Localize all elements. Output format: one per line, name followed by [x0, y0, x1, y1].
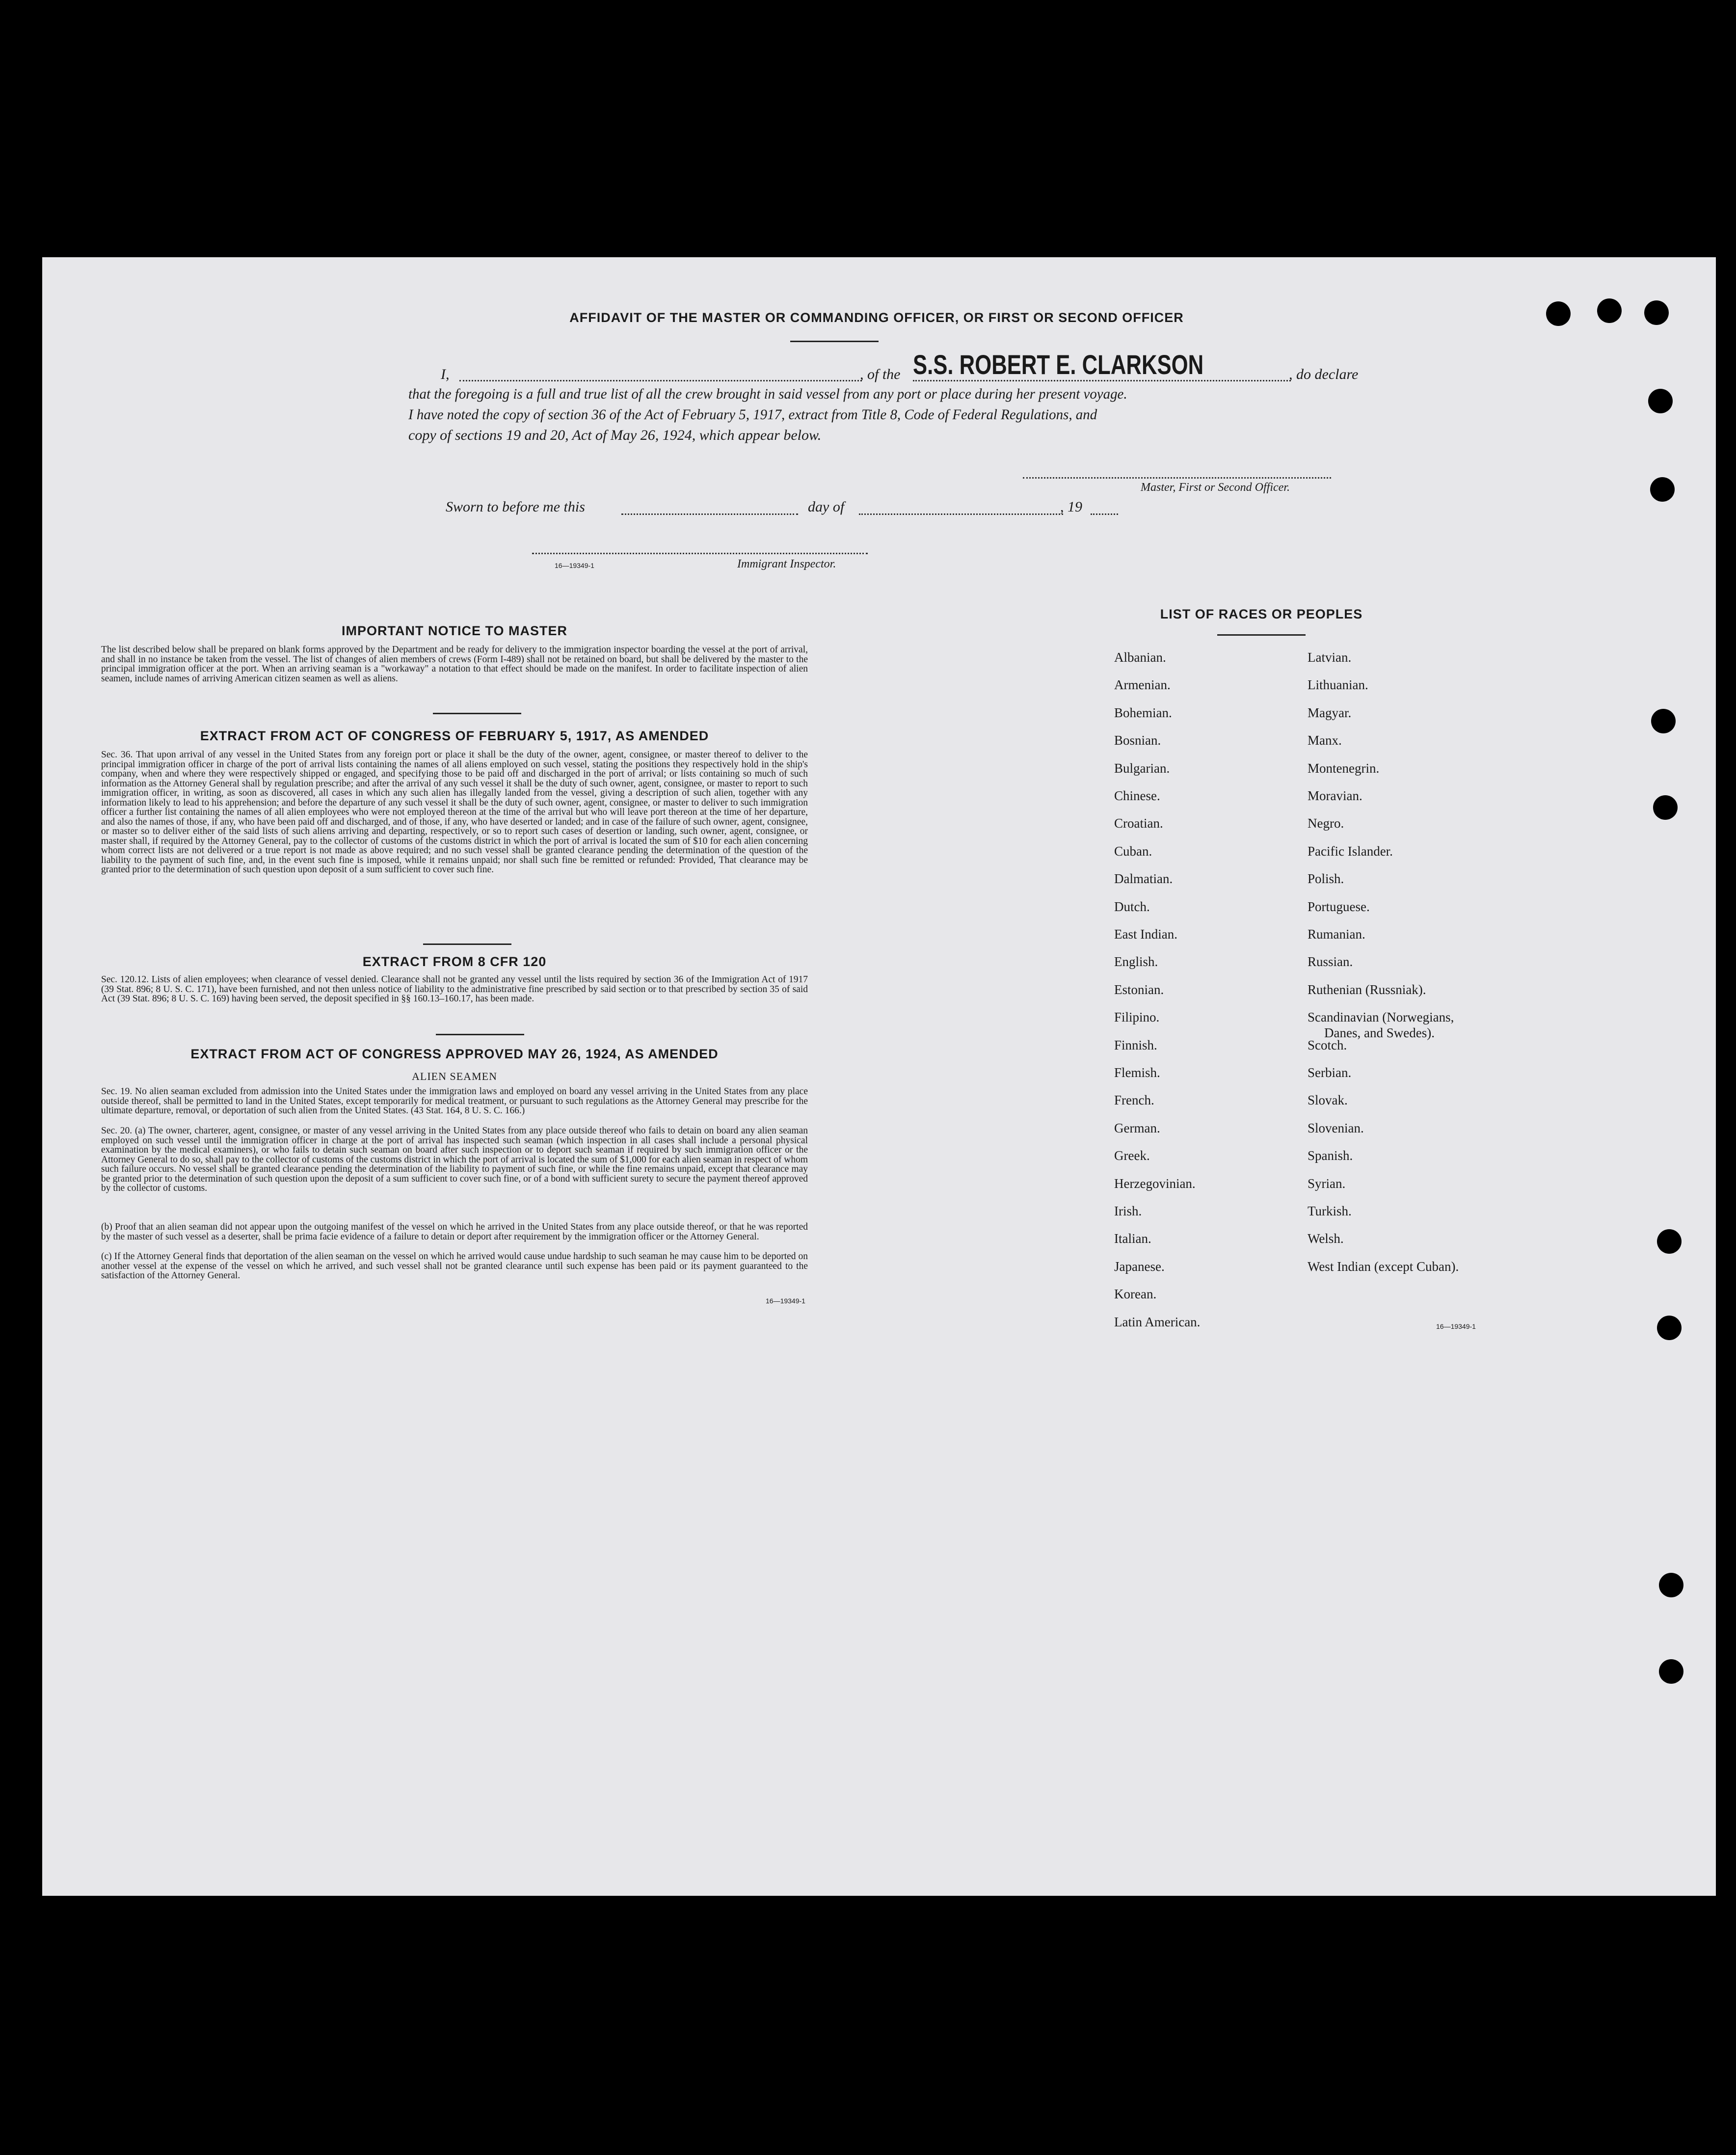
race-item: Filipino.: [1114, 1010, 1160, 1025]
race-item: Rumanian.: [1308, 927, 1365, 942]
race-item: Chinese.: [1114, 788, 1160, 803]
binder-hole: [1653, 795, 1678, 820]
races-title: LIST OF RACES OR PEOPLES: [1160, 607, 1363, 621]
race-item: Cuban.: [1114, 843, 1152, 859]
extract-1917-divider: [423, 943, 511, 945]
race-item: Albanian.: [1114, 650, 1166, 665]
race-item: Bosnian.: [1114, 733, 1161, 748]
day-of-label: day of: [808, 499, 845, 515]
race-item: Manx.: [1308, 733, 1342, 748]
binder-hole: [1546, 301, 1571, 326]
race-item: Latvian.: [1308, 650, 1352, 665]
race-item: West Indian (except Cuban).: [1308, 1259, 1459, 1274]
notice-divider: [433, 713, 521, 714]
inspector-signature-line: [532, 553, 868, 554]
race-item: Negro.: [1308, 816, 1344, 831]
race-item: Welsh.: [1308, 1231, 1344, 1246]
race-item: Irish.: [1114, 1204, 1142, 1218]
of-the-label: , of the: [860, 366, 901, 382]
sworn-label: Sworn to before me this: [446, 499, 585, 515]
binder-hole: [1648, 389, 1673, 413]
race-item: Estonian.: [1114, 982, 1164, 997]
race-item: Syrian.: [1308, 1176, 1346, 1191]
extract-1924-title: EXTRACT FROM ACT OF CONGRESS APPROVED MAY 26, 1924, AS AMENDED: [190, 1047, 719, 1061]
race-item: Portuguese.: [1308, 899, 1370, 914]
year-label: , 19: [1060, 499, 1082, 515]
notice-title: IMPORTANT NOTICE TO MASTER: [342, 623, 567, 638]
race-item: Russian.: [1308, 954, 1353, 970]
binder-hole: [1650, 477, 1675, 502]
race-item: Scotch.: [1308, 1037, 1347, 1052]
binder-hole: [1644, 300, 1669, 325]
race-item: Scandinavian (Norwegians,: [1308, 1010, 1454, 1025]
race-item: Dalmatian.: [1114, 871, 1173, 887]
title-divider: [790, 341, 879, 342]
race-item: Polish.: [1308, 871, 1344, 887]
races-form-number: 16—19349-1: [1436, 1322, 1476, 1330]
race-item: Flemish.: [1114, 1065, 1160, 1080]
race-item: Finnish.: [1114, 1037, 1157, 1052]
extract-cfr-text: Sec. 120.12. Lists of alien employees; when clearance of vessel denied. Clearance shall not be granted any vessel until the lists required by section 36 of the Immigration Act of 1917 (39 Stat. 896; 8 U. S. C. 171), have been furnished, and not then unless notice of liability to the administrative fine prescribed by said section or to that prescribed by section 35 of said Act (39 Stat. 896; 8 U. S. C. 169) having been served, the deposit specified in §§ 160.13–160.17, has been made.: [101, 974, 808, 1004]
do-declare-label: , do declare: [1289, 366, 1359, 382]
race-item: Slovak.: [1308, 1093, 1348, 1108]
form-sheet: [42, 257, 1716, 1896]
binder-hole: [1597, 298, 1622, 323]
sworn-year-blank: [1091, 513, 1118, 515]
binder-hole: [1651, 709, 1676, 733]
extract-1924-sec20a: Sec. 20. (a) The owner, charterer, agent, consignee, or master of any vessel arriving in the United States from any place outside thereof who fails to detain on board any alien seaman employed on such vessel until the immigration officer in charge at the port of arrival has inspected such seaman (which inspection in all cases shall include a personal physical examination by the medical examiners), or who fails to detain such seaman on board after such inspection or to deport such seaman if required by such immigration officer or the Attorney General to do so, shall pay to the collector of customs of the customs district in which the port of arrival is located the sum of $1,000 for each alien seaman in respect of whom such failure occurs. No vessel shall be granted clearance pending the determination of the liability to payment of such fine, or while the fine remains unpaid, except that clearance may be granted prior to the determination of such question upon the deposit of a sum sufficient to cover such fine, or of a bond with sufficient surety to secure the payment thereof approved by the collector of customs.: [101, 1126, 808, 1193]
sworn-month-blank: [859, 513, 1063, 515]
master-signature-line: [1023, 477, 1331, 479]
race-item: Turkish.: [1308, 1204, 1352, 1218]
race-item: Herzegovinian.: [1114, 1176, 1196, 1191]
race-item: East Indian.: [1114, 927, 1177, 942]
extract-form-number: 16—19349-1: [766, 1297, 805, 1305]
name-blank: [459, 380, 862, 381]
race-item: Danes, and Swedes).: [1324, 1025, 1435, 1041]
sworn-day-blank: [621, 513, 798, 515]
race-item: Armenian.: [1114, 677, 1171, 693]
race-item: Dutch.: [1114, 899, 1150, 914]
race-item: Bulgarian.: [1114, 760, 1170, 776]
extract-1924-sec20c: (c) If the Attorney General finds that deportation of the alien seaman on the vessel on which he arrived would cause undue hardship to such seaman he may cause him to be deported on another vessel at the expense of the vessel on which he arrived, and such vessel shall not be granted clearance until such expense has been paid or its payment guaranteed to the satisfaction of the Attorney General.: [101, 1251, 808, 1281]
race-item: Japanese.: [1114, 1259, 1165, 1274]
binder-hole: [1657, 1316, 1682, 1340]
extract-cfr-title: EXTRACT FROM 8 CFR 120: [362, 954, 547, 969]
race-item: Serbian.: [1308, 1065, 1352, 1080]
race-item: Latin American.: [1114, 1314, 1201, 1329]
affidavit-line-2: that the foregoing is a full and true list of all the crew brought in said vessel from any port or place during her present voyage.: [408, 386, 1127, 402]
vessel-name: S.S. ROBERT E. CLARKSON: [913, 349, 1204, 380]
race-item: Pacific Islander.: [1308, 843, 1393, 859]
race-item: French.: [1114, 1093, 1154, 1108]
vessel-blank: [913, 380, 1291, 381]
race-item: English.: [1114, 954, 1158, 970]
extract-1917-title: EXTRACT FROM ACT OF CONGRESS OF FEBRUARY 5, 1917, AS AMENDED: [200, 728, 709, 743]
race-item: Korean.: [1114, 1287, 1157, 1302]
race-item: Bohemian.: [1114, 705, 1172, 720]
affidavit-line-4: copy of sections 19 and 20, Act of May 26, 1924, which appear below.: [408, 427, 822, 443]
race-item: Greek.: [1114, 1148, 1150, 1163]
race-item: Moravian.: [1308, 788, 1362, 803]
races-divider: [1217, 634, 1306, 636]
extract-1924-subtitle: ALIEN SEAMEN: [412, 1070, 497, 1082]
affidavit-line-3: I have noted the copy of section 36 of the Act of February 5, 1917, extract from Title 8, Code of Federal Regulations, and: [408, 406, 1097, 423]
extract-1917-text: Sec. 36. That upon arrival of any vessel in the United States from any foreign port or place it shall be the duty of the owner, agent, consignee, or master thereof to deliver to the principal immigration officer in charge of the port of arrival lists containing the names of all aliens employed on such vessel, stating the positions they respectively hold in the ship's company, when and where they were respectively shipped or engaged, and specifying those to be paid off and discharged in the port of arrival; or lists containing so much of such information as the Attorney General shall by regulation prescribe; and after the arrival of any such vessel it shall be the duty of such owner, agent, consignee, or master to report to such immigration officer, in writing, as soon as discovered, all cases in which any such alien has illegally landed from the vessel, giving a description of such alien, together with any information likely to lead to his apprehension; and before the departure of any such vessel it shall be the duty of such owner, agent, consignee, or master to deliver to such immigration officer a further list containing the names of all alien employees who were not employed thereon at the time of the arrival but who will leave port thereon at the time of her departure, and also the names of those, if any, who have been paid off and discharged, and of those, if any, who have deserted or landed; and in case of the failure of such owner, agent, consignee, or master so to deliver either of the said lists of such aliens arriving and departing, respectively, or so to report such cases of desertion or landing, such owner, agent, consignee, or master shall, if required by the Attorney General, pay to the collector of customs of the customs district in which the port of arrival is located the sum of $10 for each alien concerning whom correct lists are not delivered or a true report is not made as above required; and no such vessel shall be granted clearance pending the determination of the question of the liability to the payment of such fine, and, in the event such fine is imposed, while it remains unpaid; nor shall such fine be remitted or refunded: Provided, That clearance may be granted prior to the determination of such question upon deposit of a sum sufficient to cover such fine.: [101, 750, 808, 875]
notice-text: The list described below shall be prepared on blank forms approved by the Department and be ready for delivery to the immigration inspector boarding the vessel at the port of arrival, and shall in no instance be taken from the vessel. The list of changes of alien members of crews (Form I-489) shall not be retained on board, but shall be delivered by the master to the principal immigration officer at the port. When an arriving seaman is a "workaway" a notation to that effect should be made on the manifest. In order to facilitate inspection of alien seamen, include names of arriving American citizen seamen as well as aliens.: [101, 645, 808, 684]
extract-1924-sec20b: (b) Proof that an alien seaman did not appear upon the outgoing manifest of the vessel on which he arrived in the United States from any place outside thereof, or that he was reported by the master of such vessel as a deserter, shall be prima facie evidence of a failure to detain or deport after requirement by the immigration officer or the Attorney General.: [101, 1222, 808, 1242]
race-item: German.: [1114, 1120, 1160, 1135]
binder-hole: [1659, 1573, 1683, 1597]
race-item: Croatian.: [1114, 816, 1163, 831]
inspector-signature-label: Immigrant Inspector.: [737, 558, 836, 570]
race-item: Italian.: [1114, 1231, 1151, 1246]
binder-hole: [1657, 1229, 1682, 1254]
race-item: Montenegrin.: [1308, 760, 1380, 776]
race-item: Magyar.: [1308, 705, 1352, 720]
extract-cfr-divider: [436, 1034, 524, 1035]
race-item: Slovenian.: [1308, 1120, 1364, 1135]
race-item: Spanish.: [1308, 1148, 1353, 1163]
race-item: Ruthenian (Russniak).: [1308, 982, 1426, 997]
binder-hole: [1659, 1659, 1683, 1684]
affidavit-form-number: 16—19349-1: [555, 562, 594, 569]
extract-1924-sec19: Sec. 19. No alien seaman excluded from admission into the United States under the immigration laws and employed on board any vessel arriving in the United States from any place outside thereof, shall be permitted to land in the United States, except temporarily for medical treatment, or pursuant to such regulations as the Attorney General may prescribe for the ultimate departure, removal, or deportation of such alien from the United States. (43 Stat. 164, 8 U. S. C. 166.): [101, 1086, 808, 1116]
affidavit-title: AFFIDAVIT OF THE MASTER OR COMMANDING OFFICER, OR FIRST OR SECOND OFFICER: [569, 310, 1184, 325]
race-item: Lithuanian.: [1308, 677, 1368, 693]
i-label: I,: [441, 366, 450, 382]
master-signature-label: Master, First or Second Officer.: [1141, 481, 1290, 494]
